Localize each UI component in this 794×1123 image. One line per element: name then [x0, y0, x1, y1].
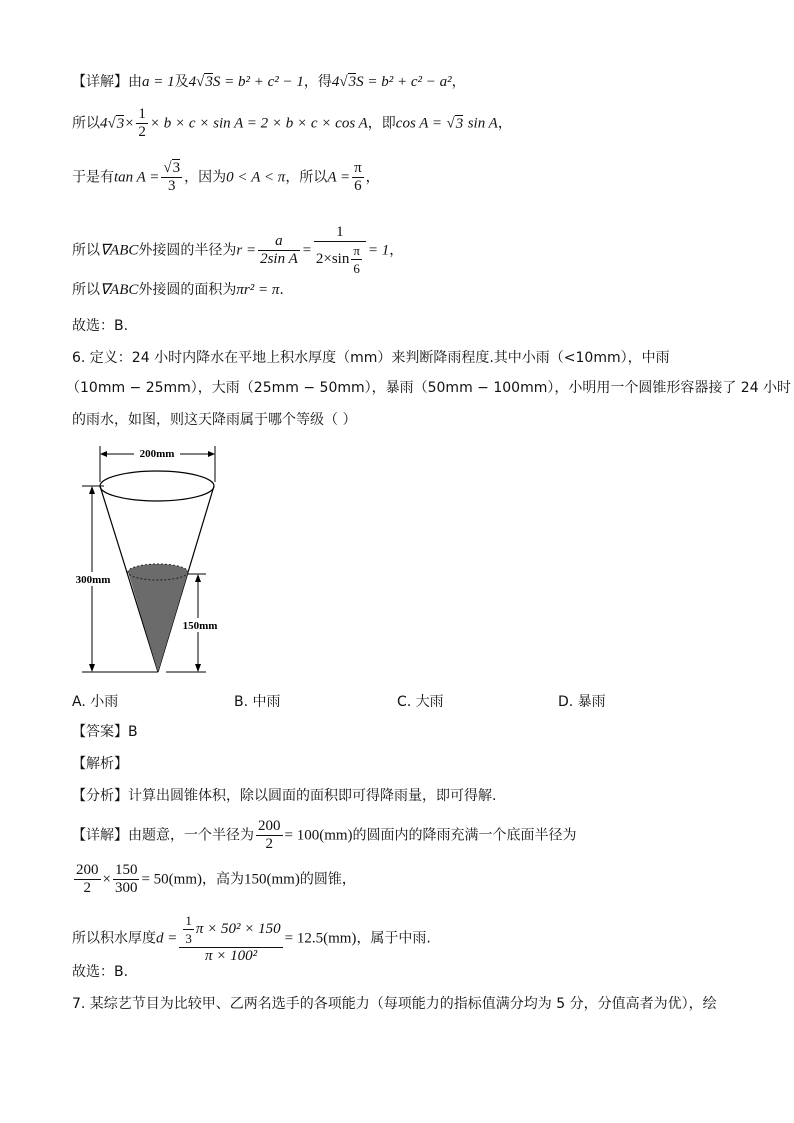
top-dim-arrow-right: [208, 451, 215, 457]
option-a[interactable]: A. 小雨: [72, 694, 119, 710]
choose-line-2: 故选：B.: [72, 964, 129, 980]
label-150mm: 150mm: [182, 620, 218, 632]
fenxi-tag: 【分析】: [72, 788, 128, 804]
detail-line-2: 所以4√3× $\frac{1}{2}$ × b × c × sin A = 2 × b × c × cos A，即cos A = √3 sin A，: [72, 106, 512, 140]
q7-line-1: 7. 某综艺节目为比较甲、乙两名选手的各项能力（每项能力的指标值满分均为 5 分，分值高者为优），绘: [72, 996, 717, 1012]
label-300mm: 300mm: [75, 574, 111, 586]
cone-figure: [70, 440, 240, 680]
option-c[interactable]: C. 大雨: [397, 694, 444, 710]
water-surface-ellipse: [128, 564, 188, 580]
q6-line-3: 的雨水，如图，则这天降雨属于哪个等级（ ）: [72, 412, 357, 428]
fraction-pi-over-6: $\frac{\pi}{6}$: [354, 160, 362, 194]
fraction-a-over-2sinA: $\frac{a}{\text{2sin A}}$: [260, 233, 298, 267]
fraction-200-over-2: $\frac{200}{2}$: [258, 818, 281, 852]
detail-line-1: 【详解】由a = 1及4√3S = b² + c² − 1，得4√3S = b² + c² − a²，: [72, 74, 466, 90]
right-dim-arrow-top: [195, 574, 201, 582]
fraction-200-over-2b: $\frac{200}{2}$: [76, 862, 99, 896]
solution-line-2: $\frac{200}{2}$ × $\frac{150}{300}$ = 50(mm)，高为150(mm)的圆锥，: [76, 862, 356, 896]
left-dim-arrow-top: [89, 486, 95, 494]
detail-line-3: 于是有tan A = $\frac{√3}{3}$ ，因为0 < A < π，所以A = $\frac{\pi}{6}$ ，: [72, 160, 380, 194]
analysis-tag: 【解析】: [72, 756, 128, 772]
label-200mm: 200mm: [139, 448, 175, 460]
answer-value: B: [128, 724, 138, 740]
answer-tag: 【答案】: [72, 724, 128, 740]
choose-line-1: 故选：B.: [72, 318, 129, 334]
answer-line: [72, 722, 138, 742]
top-dim-arrow-left: [100, 451, 107, 457]
fenxi-line: 【分析】计算出圆锥体积，除以圆面的面积即可得降雨量，即可得解.: [72, 788, 497, 804]
detail-line-5: 所以∇ABC外接圆的面积为πr² = π.: [72, 282, 284, 298]
fraction-150-over-300: $\frac{150}{300}$: [114, 862, 138, 896]
solution-tag: 【详解】: [72, 827, 128, 844]
fraction-root3-over-3: $\frac{√3}{3}$: [163, 160, 181, 194]
option-d[interactable]: D. 暴雨: [558, 694, 606, 710]
q6-line-1: 6. 定义：24 小时内降水在平地上积水厚度（mm）来判断降雨程度.其中小雨（<10mm），中雨: [72, 350, 670, 366]
fraction-cone-volume-over-area: $\frac{1}{3}$ π × 50² × 150 π × 100²: [179, 912, 282, 965]
fraction-one-half: $\frac{1}{2}$: [138, 106, 146, 140]
option-b[interactable]: B. 中雨: [234, 694, 281, 710]
q6-line-2: （10mm − 25mm），大雨（25mm − 50mm），暴雨（50mm − 100mm），小明用一个圆锥形容器接了 24 小时: [66, 380, 792, 396]
solution-line-1: 【详解】由题意，一个半径为 $\frac{200}{2}$ = 100(mm)的圆面内的降雨充满一个底面半径为: [72, 818, 577, 852]
cone-top-ellipse: [100, 471, 214, 501]
left-dim-arrow-bottom: [89, 664, 95, 672]
fraction-one-over-2sin: 1 2×sin $\frac{\pi}{6}$: [314, 224, 366, 277]
solution-line-3: 所以积水厚度d = $\frac{1}{3}$ π × 50² × 150 π × 100² = 12.5(mm)，属于中雨.: [72, 913, 431, 964]
detail-tag: 【详解】: [72, 74, 128, 90]
right-dim-arrow-bottom: [195, 664, 201, 672]
detail-line-4: 所以∇ABC外接圆的半径为r = $\frac{a}{\text{2sin A}}$ = 1 2×sin $\frac{\pi}{6}$ = 1，: [72, 224, 404, 276]
